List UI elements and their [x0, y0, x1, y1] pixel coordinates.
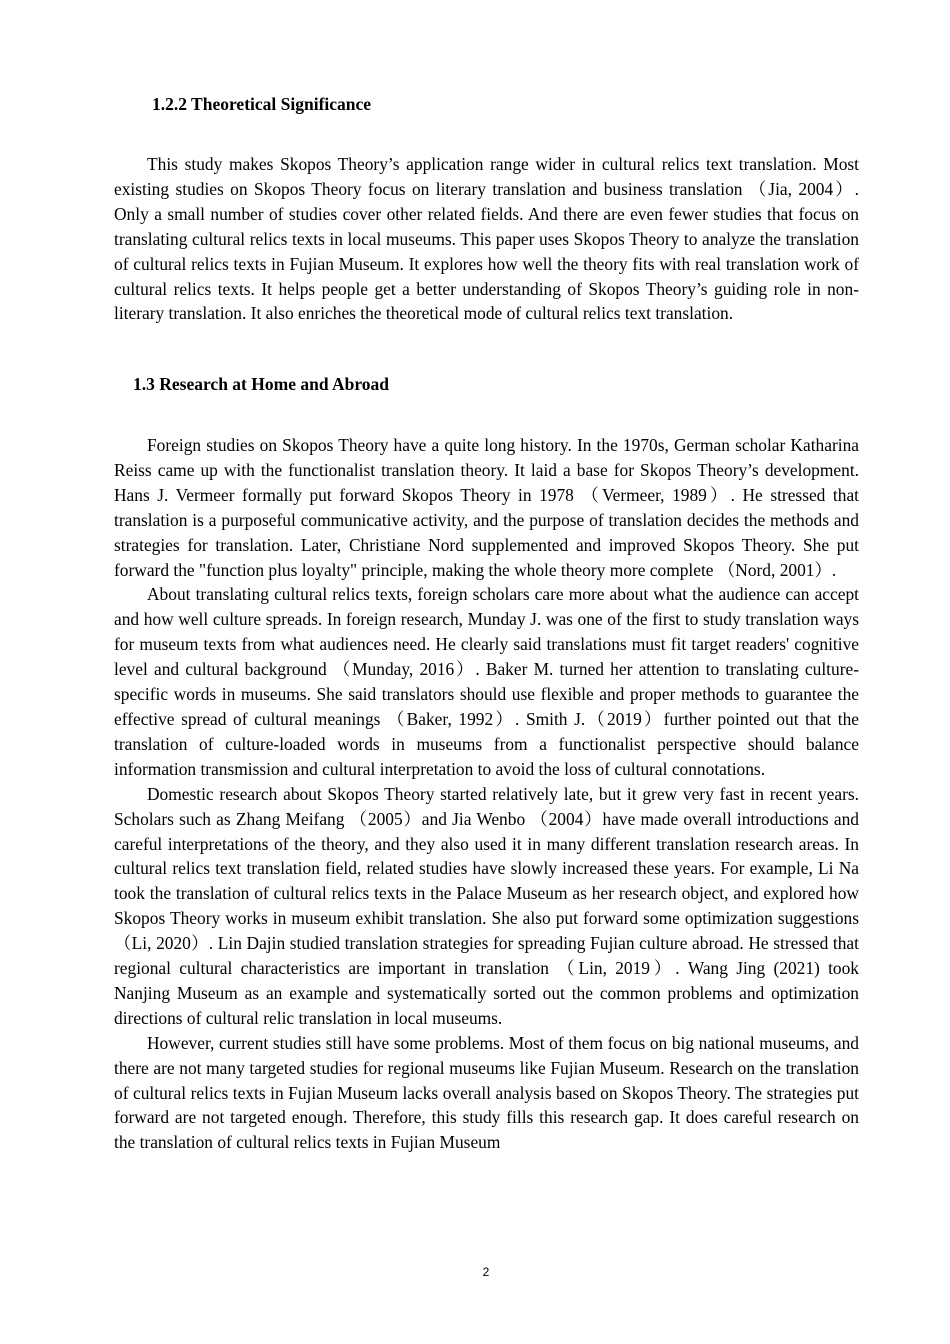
section-heading-research-at-home-and-abroad: 1.3 Research at Home and Abroad	[133, 374, 390, 394]
paragraph: Foreign studies on Skopos Theory have a quite long history. In the 1970s, German scholar Katharina Reiss came up with the functionalist translation theory. It laid a base for Skopos Theory’s development. Hans J. Vermeer formally put forward Skopos Theory in 1978 （Vermeer, 1989）. He stressed that translation is a purposeful communicative activity, and the purpose of translation decides the methods and strategies for translation. Later, Christiane Nord supplemented and improved Skopos Theory. She put forward the "function plus loyalty" principle, making the whole theory more complete （Nord, 2001）.	[114, 435, 859, 580]
paragraph: Domestic research about Skopos Theory started relatively late, but it grew very fast in recent years. Scholars such as Zhang Meifang （2005）and Jia Wenbo （2004）have made overall introductions and careful interpretations of the theory, and they also used it in many different translation research areas. In cultural relics text translation field, related studies have slowly increased these years. For example, Li Na took the translation of cultural relics texts in the Palace Museum as her research object, and explored how Skopos Theory works in museum exhibit translation. She also put forward some optimization suggestions （Li, 2020）. Lin Dajin studied translation strategies for spreading Fujian culture abroad. He stressed that regional cultural characteristics are important in translation （Lin, 2019）. Wang Jing (2021) took Nanjing Museum as an example and systematically sorted out the common problems and optimization directions of cultural relic translation in local museums.	[114, 783, 859, 1028]
section-body-theoretical-significance	[114, 152, 859, 326]
section-body-research-at-home-and-abroad	[114, 433, 859, 1155]
page-number: 2	[482, 1265, 490, 1279]
paragraph: This study makes Skopos Theory’s application range wider in cultural relics text translation. Most existing studies on Skopos Theory focus on literary translation and business translation （Jia, 2004）. Only a small number of studies cover other related fields. And there are even fewer studies that focus on translating cultural relics texts in local museums. This paper uses Skopos Theory to analyze the translation of cultural relics texts in Fujian Museum. It explores how well the theory fits with real translation work of cultural relics texts. It helps people get a better understanding of Skopos Theory’s guiding role in non-literary translation. It also enriches the theoretical mode of cultural relics text translation.	[114, 154, 859, 324]
section-heading-theoretical-significance: 1.2.2 Theoretical Significance	[152, 94, 372, 114]
paragraph: However, current studies still have some problems. Most of them focus on big national museums, and there are not many targeted studies for regional museums like Fujian Museum. Research on the translation of cultural relics texts in Fujian Museum lacks overall analysis based on Skopos Theory. The strategies put forward are not targeted enough. Therefore, this study fills this research gap. It does careful research on the translation of cultural relics texts in Fujian Museum	[114, 1032, 859, 1153]
paragraph: About translating cultural relics texts, foreign scholars care more about what the audience can accept and how well culture spreads. In foreign research, Munday J. was one of the first to study translation ways for museum texts from what audiences need. He clearly said translations must fit target readers' cognitive level and cultural background （Munday, 2016）. Baker M. turned her attention to translating culture-specific words in museums. She said translators should use flexible and proper methods to guarantee the effective spread of cultural meanings （Baker, 1992）. Smith J.（2019）further pointed out that the translation of culture-loaded words in museums from a functionalist perspective should balance information transmission and cultural interpretation to avoid the loss of cultural connotations.	[114, 584, 859, 779]
